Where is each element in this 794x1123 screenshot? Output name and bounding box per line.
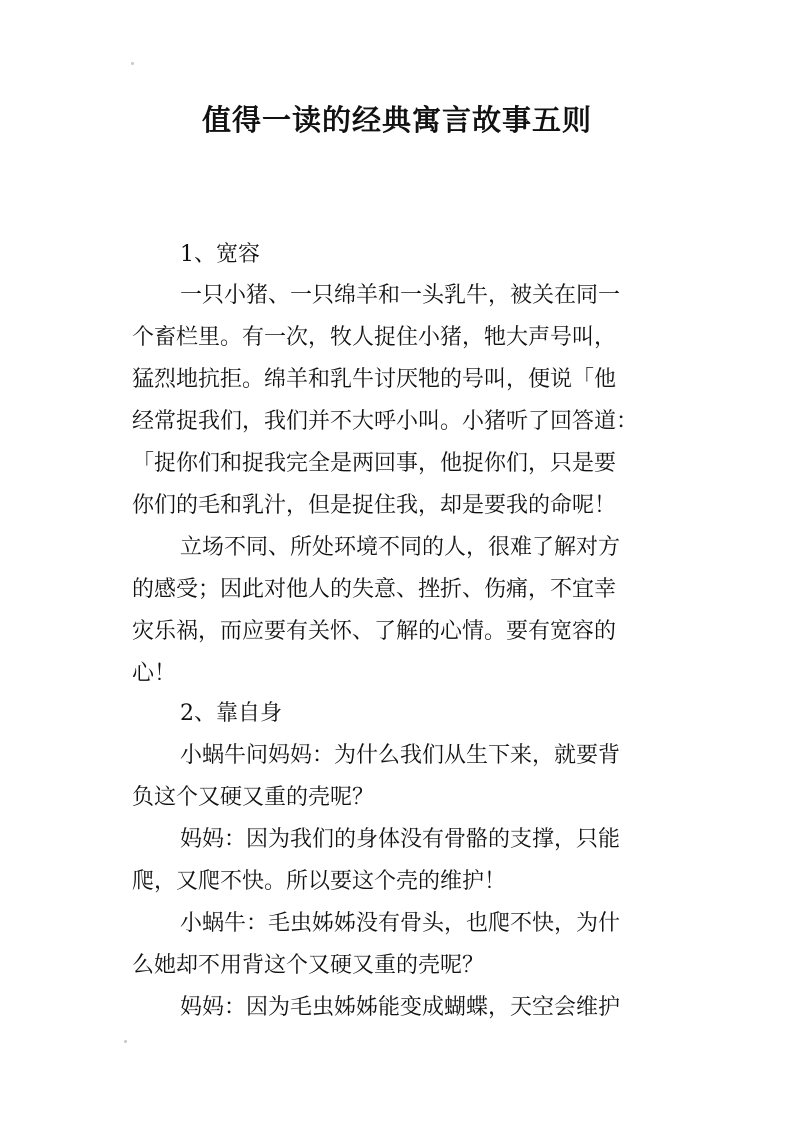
- scan-speck: [124, 1040, 127, 1043]
- paragraph-line: 么她却不用背这个又硬又重的壳呢？: [132, 953, 485, 978]
- paragraph-line: 妈妈：因为毛虫姊姊能变成蝴蝶，天空会维护: [180, 995, 621, 1020]
- paragraph-line: 立场不同、所处环境不同的人，很难了解对方: [180, 535, 621, 560]
- paragraph-line: 小蜗牛问妈妈：为什么我们从生下来，就要背: [180, 743, 621, 768]
- paragraph-line: 的感受；因此对他人的失意、挫折、伤痛，不宜幸: [132, 577, 617, 602]
- paragraph-line: 小蜗牛：毛虫姊姊没有骨头，也爬不快，为什: [180, 911, 621, 936]
- paragraph-line: 经常捉我们，我们并不大呼小叫。小猪听了回答道：: [132, 409, 639, 434]
- paragraph-line: 你们的毛和乳汁，但是捉住我，却是要我的命呢！: [132, 493, 617, 518]
- scan-speck: [131, 62, 134, 65]
- paragraph-line: 爬，又爬不快。所以要这个壳的维护！: [132, 869, 507, 894]
- paragraph-line: 妈妈：因为我们的身体没有骨骼的支撑，只能: [180, 827, 621, 852]
- paragraph-line: 负这个又硬又重的壳呢？: [132, 785, 375, 810]
- page-title: 值得一读的经典寓言故事五则: [201, 103, 592, 137]
- paragraph-line: 一只小猪、一只绵羊和一头乳牛，被关在同一: [180, 283, 621, 308]
- paragraph-line: 猛烈地抗拒。绵羊和乳牛讨厌牠的号叫，便说「他: [132, 367, 617, 392]
- paragraph-line: 个畜栏里。有一次，牧人捉住小猪，牠大声号叫，: [132, 325, 617, 350]
- section-heading: 1、宽容: [180, 242, 260, 267]
- paragraph-line: 心！: [132, 661, 177, 686]
- paragraph-line: 灾乐祸，而应要有关怀、了解的心情。要有宽容的: [132, 619, 617, 644]
- section-heading: 2、靠自身: [180, 701, 282, 726]
- paragraph-line: 「捉你们和捉我完全是两回事，他捉你们，只是要: [132, 451, 617, 476]
